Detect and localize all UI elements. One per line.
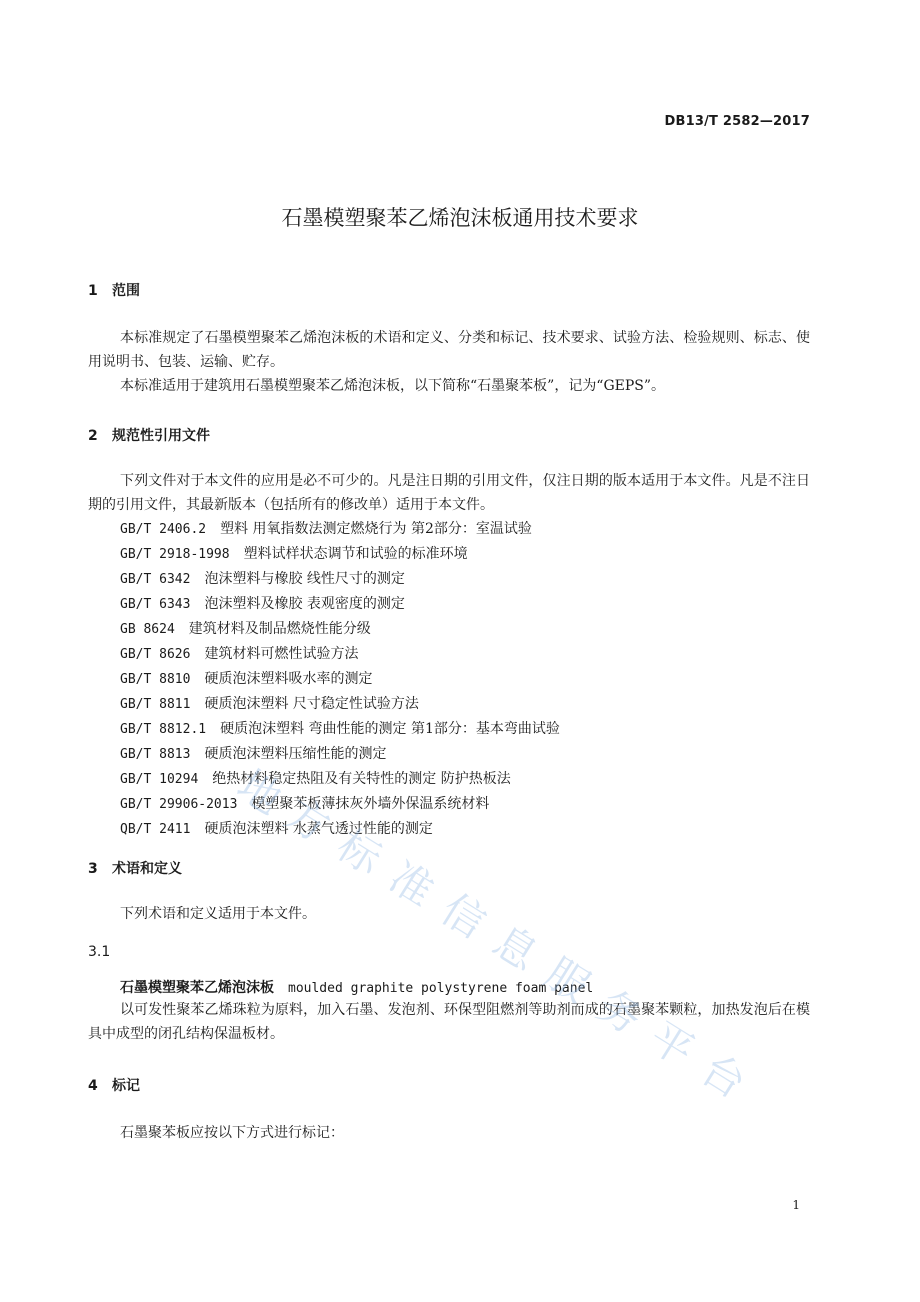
watermark-char: 准 xyxy=(380,852,443,917)
reference-item xyxy=(120,517,560,542)
subsection-number: 3.1 xyxy=(88,944,111,960)
section-number: 2 xyxy=(88,428,98,444)
section-3-heading xyxy=(88,858,182,878)
reference-list xyxy=(120,517,560,842)
section-number: 4 xyxy=(88,1078,98,1094)
terms-intro: 下列术语和定义适用于本文件。 xyxy=(120,906,316,922)
term-entry xyxy=(120,977,593,997)
reference-item xyxy=(120,592,560,617)
reference-title: 硬质泡沫塑料 水蒸气透过性能的测定 xyxy=(204,821,433,837)
reference-item xyxy=(120,692,560,717)
reference-title: 建筑材料及制品燃烧性能分级 xyxy=(188,621,371,637)
watermark-char: 地 xyxy=(228,760,291,825)
section-number: 3 xyxy=(88,861,98,877)
section-title: 规范性引用文件 xyxy=(112,428,210,444)
reference-code: GB/T 2918-1998 xyxy=(120,547,230,562)
reference-item xyxy=(120,817,560,842)
scope-paragraph-2: 本标准适用于建筑用石墨模塑聚苯乙烯泡沫板，以下简称“石墨聚苯板”，记为“GEPS”。 xyxy=(120,378,666,394)
reference-title: 硬质泡沫塑料压缩性能的测定 xyxy=(204,746,387,762)
reference-item xyxy=(120,617,560,642)
reference-item xyxy=(120,717,560,742)
watermark-char: 务 xyxy=(588,980,651,1045)
reference-code: GB/T 8810 xyxy=(120,672,191,687)
watermark-char: 标 xyxy=(328,820,391,885)
reference-item xyxy=(120,542,560,567)
reference-item xyxy=(120,742,560,767)
reference-code: GB/T 8626 xyxy=(120,647,191,662)
watermark-char: 方 xyxy=(276,788,339,853)
document-number: DB13/T 2582—2017 xyxy=(664,114,810,129)
watermark-char: 服 xyxy=(536,948,599,1013)
term-english: moulded graphite polystyrene foam panel xyxy=(288,981,594,996)
section-title: 范围 xyxy=(112,283,140,299)
reference-code: GB/T 10294 xyxy=(120,772,199,787)
reference-title: 泡沫塑料与橡胶 线性尺寸的测定 xyxy=(204,571,405,587)
reference-code: GB/T 6343 xyxy=(120,597,191,612)
term-chinese: 石墨模塑聚苯乙烯泡沫板 xyxy=(120,980,274,996)
reference-title: 绝热材料稳定热阻及有关特性的测定 防护热板法 xyxy=(212,771,511,787)
section-number: 1 xyxy=(88,283,98,299)
reference-title: 硬质泡沫塑料 尺寸稳定性试验方法 xyxy=(204,696,419,712)
reference-code: GB/T 8812.1 xyxy=(120,722,207,737)
reference-title: 模塑聚苯板薄抹灰外墙外保温系统材料 xyxy=(251,796,490,812)
section-title: 标记 xyxy=(112,1078,140,1094)
reference-title: 硬质泡沫塑料吸水率的测定 xyxy=(204,671,373,687)
reference-title: 泡沫塑料及橡胶 表观密度的测定 xyxy=(204,596,405,612)
reference-title: 建筑材料可燃性试验方法 xyxy=(204,646,359,662)
reference-item xyxy=(120,667,560,692)
document-title: 石墨模塑聚苯乙烯泡沫板通用技术要求 xyxy=(281,206,639,230)
marking-intro: 石墨聚苯板应按以下方式进行标记： xyxy=(120,1125,344,1141)
watermark-char: 台 xyxy=(692,1044,755,1109)
reference-title: 塑料 用氧指数法测定燃烧行为 第2部分：室温试验 xyxy=(220,521,532,537)
reference-item xyxy=(120,642,560,667)
section-2-heading xyxy=(88,425,210,445)
term-definition: 以可发性聚苯乙烯珠粒为原料，加入石墨、发泡剂、环保型阻燃剂等助剂而成的石墨聚苯颗粒，加热发泡后在模具中成型的闭孔结构保温板材。 xyxy=(88,1002,810,1042)
section-4-heading xyxy=(88,1075,140,1095)
reference-item xyxy=(120,792,560,817)
watermark-char: 息 xyxy=(484,916,547,981)
reference-code: QB/T 2411 xyxy=(120,822,191,837)
watermark-char: 信 xyxy=(432,884,495,949)
reference-item xyxy=(120,767,560,792)
reference-title: 塑料试样状态调节和试验的标准环境 xyxy=(243,546,468,562)
references-intro: 下列文件对于本文件的应用是必不可少的。凡是注日期的引用文件，仅注日期的版本适用于本文件。凡是不注日期的引用文件，其最新版本（包括所有的修改单）适用于本文件。 xyxy=(88,473,810,513)
reference-code: GB/T 8813 xyxy=(120,747,191,762)
reference-code: GB/T 8811 xyxy=(120,697,191,712)
page-number: 1 xyxy=(792,1198,800,1212)
reference-code: GB/T 2406.2 xyxy=(120,522,207,537)
section-title: 术语和定义 xyxy=(112,861,182,877)
scope-paragraph-1: 本标准规定了石墨模塑聚苯乙烯泡沫板的术语和定义、分类和标记、技术要求、试验方法、检验规则、标志、使用说明书、包装、运输、贮存。 xyxy=(88,330,810,370)
reference-title: 硬质泡沫塑料 弯曲性能的测定 第1部分：基本弯曲试验 xyxy=(220,721,560,737)
reference-item xyxy=(120,567,560,592)
section-1-heading xyxy=(88,280,140,300)
reference-code: GB 8624 xyxy=(120,622,175,637)
reference-code: GB/T 29906-2013 xyxy=(120,797,238,812)
reference-code: GB/T 6342 xyxy=(120,572,191,587)
watermark-char: 平 xyxy=(640,1012,703,1077)
